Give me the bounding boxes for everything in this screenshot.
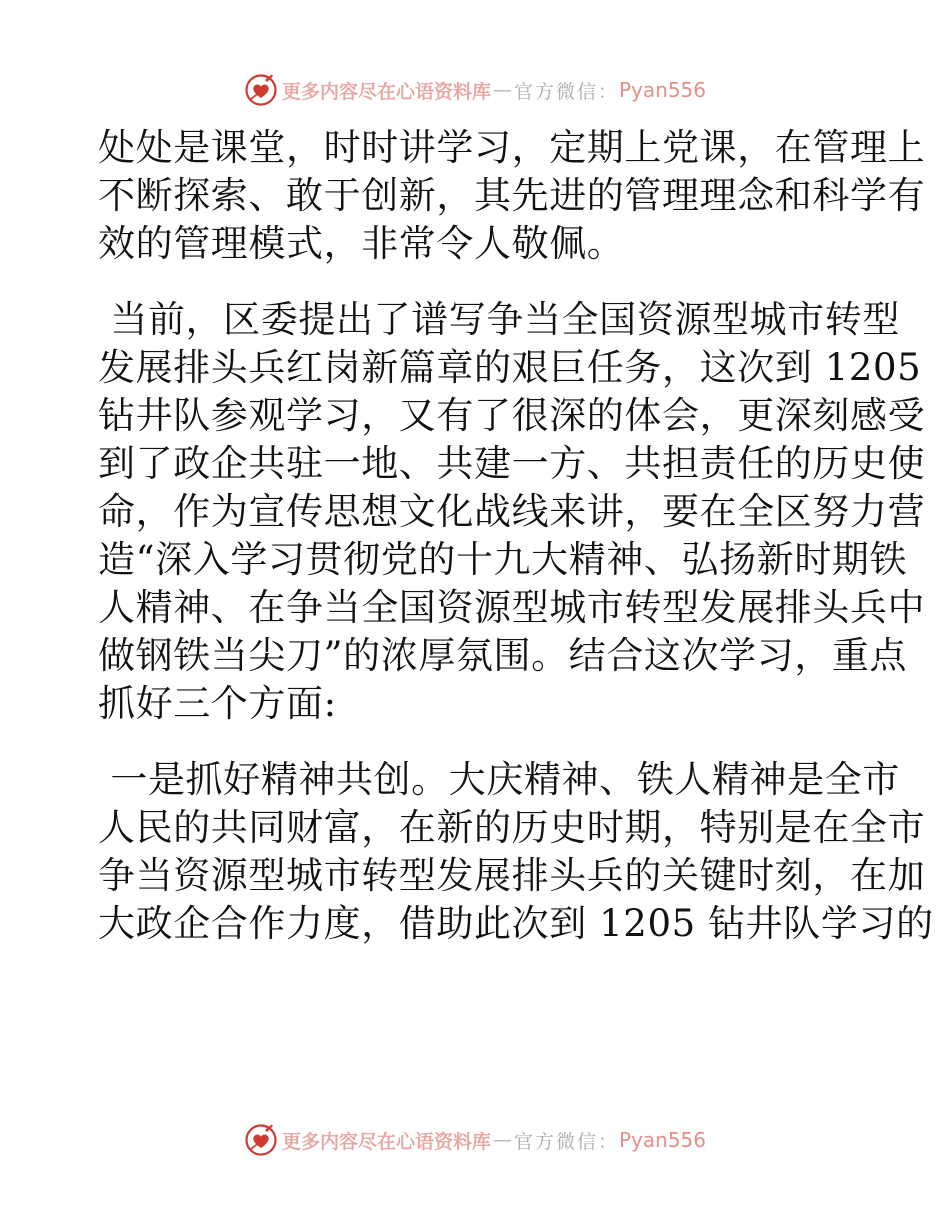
text-line: 一是抓好精神共创。大庆精神、铁人精神是全市 <box>98 758 900 801</box>
text-line: 钻井队参观学习，又有了很深的体会，更深刻感受 <box>98 394 926 437</box>
text-line: 争当资源型城市转型发展排头兵的关键时刻，在加 <box>98 854 926 897</box>
footer-wechat-label: 官方微信： <box>513 1130 619 1153</box>
text-line: 抓好三个方面: <box>98 682 337 725</box>
text-line: 发展排头兵红岗新篇章的艰巨任务，这次到 1205 <box>98 346 922 389</box>
paragraph-3 <box>98 756 934 948</box>
paragraph-2 <box>98 296 926 728</box>
heart-pen-logo-icon <box>244 73 278 107</box>
text-line: 处处是课堂，时时讲学习，定期上党课，在管理上 <box>98 126 926 169</box>
paragraph-gap <box>98 268 858 296</box>
heart-pen-logo-icon <box>244 1123 278 1157</box>
text-line: 效的管理模式，非常令人敬佩。 <box>98 222 625 265</box>
header-banner <box>0 72 950 108</box>
text-line: 当前，区委提出了谱写争当全国资源型城市转型 <box>98 298 900 341</box>
footer-banner <box>0 1122 950 1158</box>
header-banner-text <box>282 77 706 104</box>
header-separator: — <box>492 79 512 101</box>
text-line: 命，作为宣传思想文化战线来讲，要在全区努力营 <box>98 490 926 533</box>
text-line: 人精神、在争当全国资源型城市转型发展排头兵中 <box>98 586 926 629</box>
header-site-name: 更多内容尽在心语资料库 <box>281 80 491 103</box>
document-body <box>98 124 934 948</box>
text-line: 到了政企共驻一地、共建一方、共担责任的历史使 <box>98 442 926 485</box>
footer-banner-text <box>282 1127 706 1154</box>
text-line: 人民的共同财富，在新的历史时期，特别是在全市 <box>98 806 926 849</box>
text-line: 不断探索、敢于创新，其先进的管理理念和科学有 <box>98 174 926 217</box>
paragraph-1 <box>98 124 926 268</box>
paragraph-gap <box>98 728 858 756</box>
header-wechat-id: Pyan556 <box>619 78 707 102</box>
text-line: 造“深入学习贯彻党的十九大精神、弘扬新时期铁 <box>98 538 908 581</box>
footer-separator: — <box>492 1129 512 1151</box>
footer-site-name: 更多内容尽在心语资料库 <box>281 1130 491 1153</box>
text-line: 大政企合作力度，借助此次到 1205 钻井队学习的 <box>98 902 934 945</box>
header-wechat-label: 官方微信： <box>513 80 619 103</box>
text-line: 做钢铁当尖刀”的浓厚氛围。结合这次学习，重点 <box>98 634 908 677</box>
footer-wechat-id: Pyan556 <box>619 1128 707 1152</box>
